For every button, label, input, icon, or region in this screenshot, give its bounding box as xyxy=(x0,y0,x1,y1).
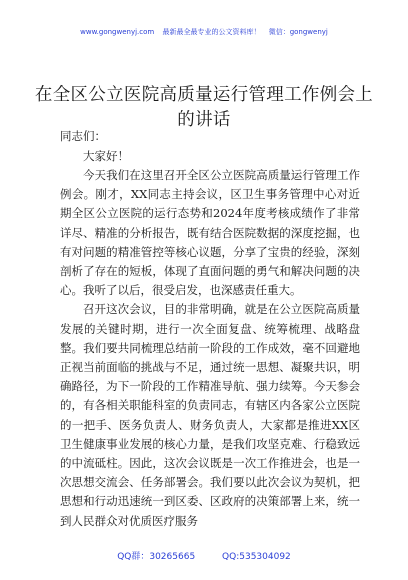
greeting: 大家好！ xyxy=(83,149,129,163)
site-url-link[interactable]: www.gongwenyj.com xyxy=(80,28,155,36)
document-title: 在全区公立医院高质量运行管理工作例会上的讲话 xyxy=(34,84,374,130)
qq-group: QQ群：30265665 xyxy=(117,552,196,562)
site-slogan: 最新最全最专业的公文资料库！ xyxy=(162,28,261,36)
paragraph-2: 召开这次会议，目的非常明确，就是在公立医院高质量发展的关键时期，进行一次全面复盘、统筹梳理、战略盘整。我们要共同梳理总结前一阶段的工作成效，毫不回避地正视当前面临的挑战与不足，通过统一思想、凝聚共识，明确路径，为下一阶段的工作精准导航、强力续筹。今天参会的，有各相关职能科室的负责同志，有辖区内各家公立医院的一把手、医务负责人、财务负责人，大家都是推进XX区卫生健康事业发展的核心力量，是我们攻坚克难、行稳致远的中流砥柱。因此，这次会议既是一次工作推进会，也是一次思想交流会、任务部署会。我们要以此次会议为契机，把思想和行动迅速统一到区委、区政府的决策部署上来，统一到人民群众对优质医疗服务 xyxy=(60,302,360,528)
contact-footer xyxy=(0,549,408,562)
paragraph-1: 今天我们在这里召开全区公立医院高质量运行管理工作例会。刚才，XX同志主持会议，区卫生事务管理中心对近期全区公立医院的运行态势和2024年度考核成绩作了非常详尽、精准的分析报告，既有结合医院数据的深度挖掘，也有对问题的精准管控等核心议题，分享了宝贵的经验，深刻剖析了存在的短板，体现了直面问题的勇气和解决问题的决心。我听了以后，很受启发，也深感责任重大。 xyxy=(60,168,360,298)
salutation: 同志们： xyxy=(60,129,106,143)
qq-number: QQ:535304092 xyxy=(222,552,291,562)
document-body xyxy=(60,166,360,531)
wechat-id: 微信：gongwenyj xyxy=(268,28,328,36)
site-banner xyxy=(0,27,408,37)
